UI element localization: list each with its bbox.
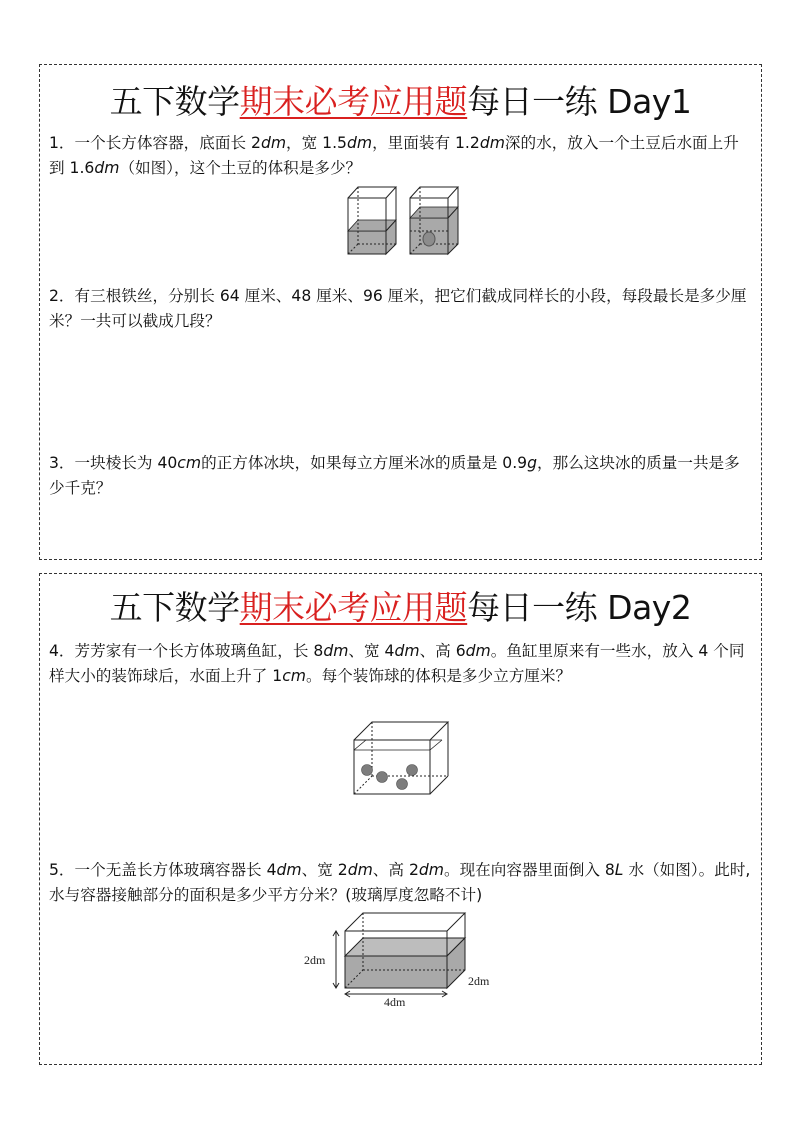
unit-dm: dm <box>418 861 444 879</box>
question-number: 1． <box>49 134 75 152</box>
unit-dm: dm <box>465 642 491 660</box>
q5-text-d: 。现在向容器里面倒入 8 <box>443 861 615 879</box>
unit-cm: cm <box>177 454 202 472</box>
question-number: 3． <box>49 454 75 472</box>
unit-dm: dm <box>479 134 505 152</box>
title-suffix: 每日一练 Day1 <box>467 82 692 121</box>
container-figure <box>344 183 460 257</box>
fish-tank-figure <box>352 720 456 798</box>
title-prefix: 五下数学 <box>109 588 240 627</box>
q1-text-e: （如图），这个土豆的体积是多少？ <box>119 159 362 177</box>
unit-dm: dm <box>94 159 120 177</box>
unit-dm: dm <box>346 134 373 152</box>
unit-g: g <box>527 454 538 472</box>
decorative-balls <box>362 765 418 790</box>
q5-text-b: 、宽 2 <box>301 861 348 879</box>
q4-text-b: 、宽 4 <box>348 642 395 660</box>
height-label: 2dm <box>304 953 326 967</box>
q5-text-a: 一个无盖长方体玻璃容器长 4 <box>74 861 277 879</box>
day2-card <box>39 573 762 1065</box>
q1-text-a: 一个长方体容器，底面长 2 <box>74 134 261 152</box>
q4-text-a: 芳芳家有一个长方体玻璃鱼缸，长 8 <box>74 642 324 660</box>
question-1 <box>49 131 753 181</box>
container-before <box>348 187 396 254</box>
day1-title <box>40 82 761 122</box>
q3-text-a: 一块棱长为 40 <box>74 454 178 472</box>
unit-dm: dm <box>276 861 302 879</box>
q2-text: 有三根铁丝，分别长 64 厘米、48 厘米、96 厘米，把它们截成同样长的小段，每段最长是多少厘米？一共可以截成几段？ <box>49 287 747 330</box>
q4-text-d: 。鱼缸里原来有一些水，放入 4 个同样大小的装饰球后，水面上升了 1 <box>49 642 745 685</box>
question-3 <box>49 451 753 501</box>
unit-dm: dm <box>260 134 287 152</box>
title-prefix: 五下数学 <box>109 82 240 121</box>
q3-text-b: 的正方体冰块，如果每立方厘米冰的质量是 0.9 <box>201 454 528 472</box>
container-dimension-figure <box>300 907 550 1007</box>
q3-text-c: ，那么这块冰的质量一共是多少千克？ <box>49 454 740 497</box>
question-2 <box>49 284 753 334</box>
question-number: 5． <box>49 861 75 879</box>
q1-text-b: ，宽 1.5 <box>286 134 347 152</box>
question-number: 2． <box>49 287 75 305</box>
q1-text-c: ，里面装有 1.2 <box>372 134 480 152</box>
width-label: 2dm <box>468 974 490 988</box>
q5-text-c: 、高 2 <box>372 861 419 879</box>
q4-text-c: 、高 6 <box>419 642 466 660</box>
unit-cm: cm <box>282 667 306 685</box>
question-5 <box>49 858 753 908</box>
q1-text-d: 深的水，放入一个土豆后水面上升到 1.6 <box>49 134 739 177</box>
title-highlight: 期末必考应用题 <box>239 82 468 121</box>
q5-text-e: 水（如图）。此时,水与容器接触部分的面积是多少平方分米？(玻璃厚度忽略不计) <box>49 861 751 904</box>
length-label: 4dm <box>384 995 406 1007</box>
unit-dm: dm <box>347 861 373 879</box>
question-4 <box>49 639 753 689</box>
unit-dm: dm <box>323 642 349 660</box>
day2-title <box>40 588 761 628</box>
day1-card <box>39 64 762 560</box>
title-suffix: 每日一练 Day2 <box>467 588 692 627</box>
unit-L: L <box>614 861 624 879</box>
question-number: 4． <box>49 642 75 660</box>
unit-dm: dm <box>394 642 420 660</box>
q4-text-e: 。每个装饰球的体积是多少立方厘米？ <box>305 667 572 685</box>
container-after <box>410 187 458 254</box>
title-highlight: 期末必考应用题 <box>239 588 468 627</box>
